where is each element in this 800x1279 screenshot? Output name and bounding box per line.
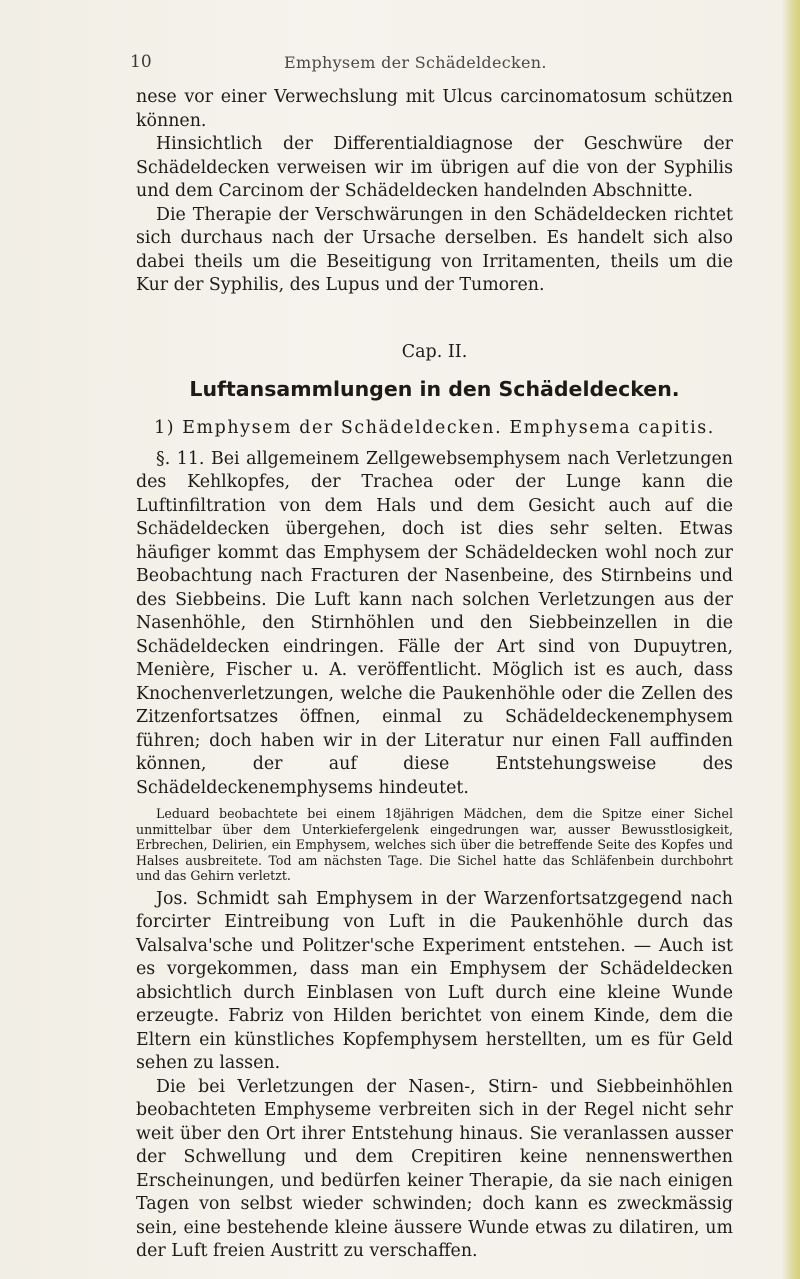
paragraph-6: Jos. Schmidt sah Emphysem in der Warzenfortsatzgegend nach forcirter Eintreibung von Luft in die Paukenhöhle durch das Valsalva'sche und Politzer'sche Experiment entstehen. — Auch ist es vorgekommen, dass man ein Emphysem der Schädeldecken absichtlich durch Einblasen von Luft durch eine kleine Wunde erzeugte. Fabriz von Hilden berichtet von einem Kinde, dem die Eltern ein künstliches Kopfemphysem herstellten, um es für Geld sehen zu lassen. — [136, 888, 733, 1073]
paragraph-2: Hinsichtlich der Differentialdiagnose der Geschwüre der Schädeldecken verweisen wir im übrigen auf die von der Syphilis und dem Carcinom der Schädeldecken handelnden Abschnitte. — [136, 134, 733, 201]
paragraph-7: Die bei Verletzungen der Nasen-, Stirn- und Siebbeinhöhlen beobachteten Emphyseme verbreiten sich in der Regel nicht sehr weit über den Ort ihrer Entstehung hinaus. Sie veranlassen ausser der Schwellung und dem Crepitiren keine nennenswerthen Erscheinungen, und bedürfen keiner Therapie, da sie nach einigen Tagen von selbst wieder schwinden; doch kann es zweckmässig sein, eine bestehende kleine äussere Wunde etwas zu dilatiren, um der Luft freien Austritt zu verschaffen. — [136, 1076, 733, 1261]
paragraph-1: nese vor einer Verwechslung mit Ulcus carcinomatosum schützen können. — [136, 87, 733, 131]
section-title: 1) Emphysem der Schädeldecken. Emphysema capitis. — [154, 417, 715, 438]
running-head: Emphysem der Schädeldecken. — [284, 53, 547, 72]
small-print-note: Leduard beobachtete bei einem 18jährigen Mädchen, dem die Spitze einer Sichel unmittelbar über dem Unterkiefergelenk eingedrungen war, ausser Bewusstlosigkeit, Erbrechen, Delirien, ein Emphysem, welches sich über die betreffende Seite des Kopfes und Halses ausbreitete. Tod am nächsten Tage. Die Sichel hatte das Schläfenbein durchbohrt und das Gehirn verletzt. — [136, 806, 733, 883]
page-number: 10 — [130, 52, 152, 72]
chapter-number: Cap. II. — [401, 341, 468, 362]
paragraph-4: §. 11. Bei allgemeinem Zellgewebsemphysem nach Verletzungen des Kehlkopfes, der Trachea oder der Lunge kann die Luftinfiltration von dem Hals und dem Gesicht auch auf die Schädeldecken übergehen, doch ist dies sehr selten. Etwas häufiger kommt das Emphysem der Schädeldecken wohl noch zur Beobachtung nach Fracturen der Nasenbeine, des Stirnbeins und des Siebbeins. Die Luft kann nach solchen Verletzungen aus der Nasenhöhle, den Stirnhöhlen und den Siebbeinzellen in die Schädeldecken eindringen. Fälle der Art sind von Dupuytren, Menière, Fischer u. A. veröffentlicht. Möglich ist es auch, dass Knochenverletzungen, welche die Paukenhöhle oder die Zellen des Zitzenfortsatzes öffnen, einmal zu Schädeldeckenemphysem führen; doch haben wir in der Literatur nur einen Fall auffinden können, der auf diese Entstehungsweise des Schädeldeckenemphysems hindeutet. — [136, 448, 733, 798]
page-header — [0, 52, 800, 82]
chapter-title: Luftansammlungen in den Schädeldecken. — [189, 376, 680, 401]
page-edge-shading — [782, 0, 800, 1279]
paragraph-3: Die Therapie der Verschwärungen in den Schädeldecken richtet sich durchaus nach der Ursache derselben. Es handelt sich also dabei theils um die Beseitigung von Irritamenten, theils um die Kur der Syphilis, des Lupus und der Tumoren. — [136, 204, 733, 295]
body-text — [136, 86, 733, 1264]
